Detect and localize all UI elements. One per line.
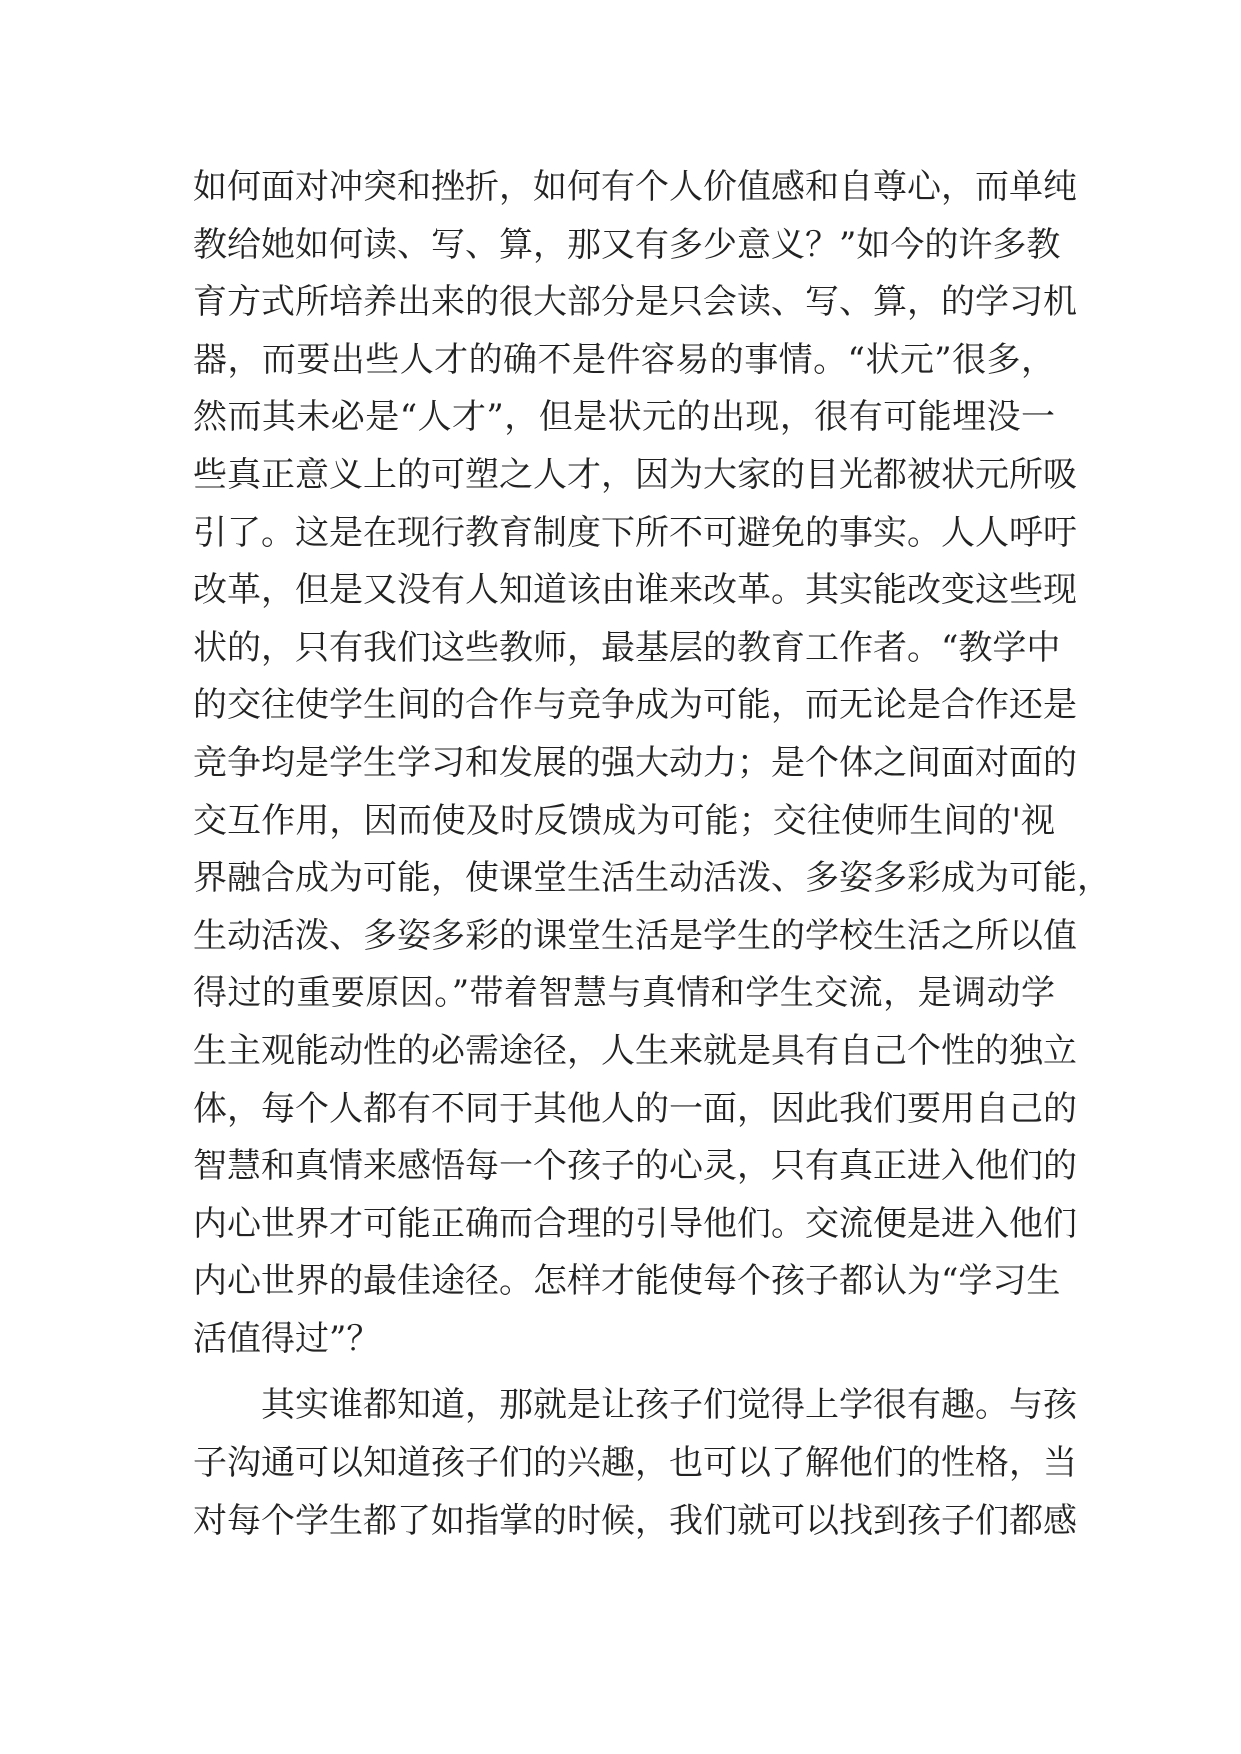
- text-line: 如何面对冲突和挫折，如何有个人价值感和自尊心，而单纯: [193, 167, 1077, 207]
- text-line: 得过的重要原因。”带着智慧与真情和学生交流，是调动学: [193, 973, 1055, 1014]
- text-line: 内心世界才可能正确而合理的引导他们。交流便是进入他们: [193, 1203, 1077, 1244]
- text-line: 器，而要出些人才的确不是件容易的事情。“状元”很多，: [193, 339, 1055, 380]
- text-line: 对每个学生都了如指掌的时候，我们就可以找到孩子们都感: [193, 1500, 1077, 1541]
- text-line: 些真正意义上的可塑之人才，因为大家的目光都被状元所吸: [193, 454, 1077, 495]
- paragraph-spacing: [193, 1368, 1055, 1377]
- text-line: 改革，但是又没有人知道该由谁来改革。其实能改变这些现: [193, 570, 1077, 611]
- text-line: 体，每个人都有不同于其他人的一面，因此我们要用自己的: [193, 1088, 1077, 1129]
- text-line: 活值得过”？: [193, 1318, 381, 1359]
- text-line: 生主观能动性的必需途径，人生来就是具有自己个性的独立: [193, 1030, 1077, 1071]
- text-line: 交互作用，因而使及时反馈成为可能；交往使师生间的'视: [193, 800, 1055, 841]
- paragraph-1: [193, 159, 1111, 1368]
- body-text: [193, 159, 1111, 1550]
- text-line: 其实谁都知道，那就是让孩子们觉得上学很有趣。与孩: [193, 1385, 1077, 1426]
- text-line: 界融合成为可能，使课堂生活生动活泼、多姿多彩成为可能，: [193, 858, 1111, 899]
- text-line: 育方式所培养出来的很大部分是只会读、写、算，的学习机: [193, 282, 1077, 323]
- text-line: 状的，只有我们这些教师，最基层的教育工作者。“教学中: [193, 627, 1061, 668]
- text-line: 然而其未必是“人才”，但是状元的出现，很有可能埋没一: [193, 397, 1055, 438]
- text-line: 生动活泼、多姿多彩的课堂生活是学生的学校生活之所以值: [193, 915, 1077, 956]
- text-line: 引了。这是在现行教育制度下所不可避免的事实。人人呼吁: [193, 512, 1077, 553]
- text-line: 竞争均是学生学习和发展的强大动力；是个体之间面对面的: [193, 742, 1077, 783]
- text-line: 的交往使学生间的合作与竞争成为可能，而无论是合作还是: [193, 685, 1077, 726]
- text-line: 智慧和真情来感悟每一个孩子的心灵，只有真正进入他们的: [193, 1146, 1077, 1187]
- text-line: 子沟通可以知道孩子们的兴趣，也可以了解他们的性格，当: [193, 1443, 1077, 1484]
- paragraph-2: [193, 1377, 1077, 1550]
- text-line: 教给她如何读、写、算，那又有多少意义？”如今的许多教: [193, 224, 1061, 265]
- text-line: 内心世界的最佳途径。怎样才能使每个孩子都认为“学习生: [193, 1261, 1061, 1302]
